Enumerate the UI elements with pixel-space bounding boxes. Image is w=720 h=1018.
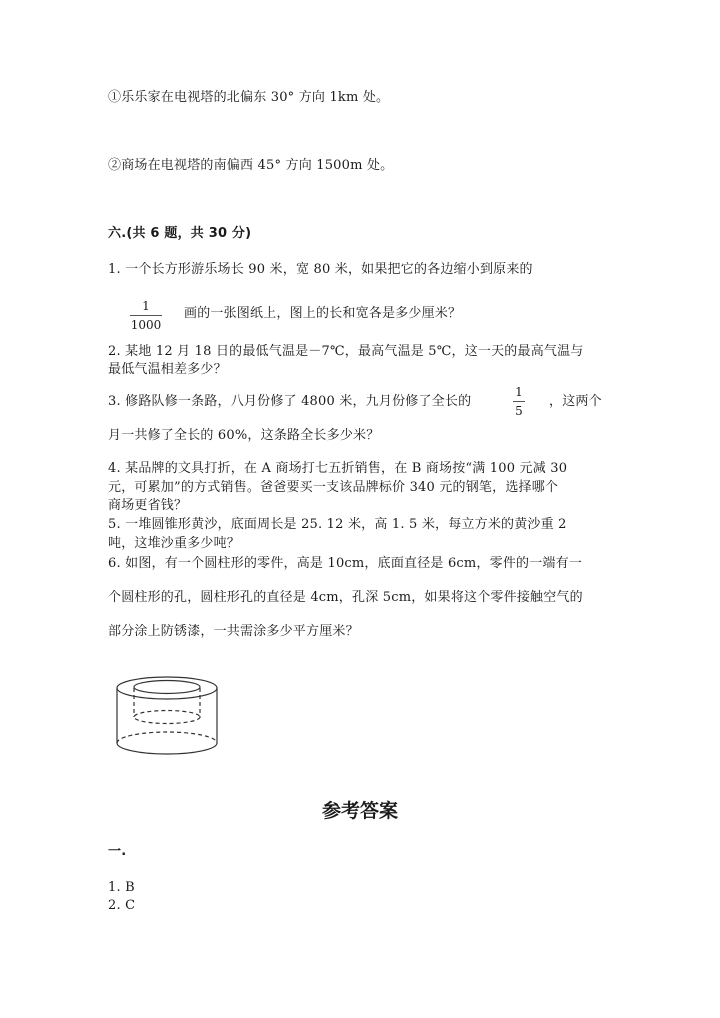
q2-line-1: 2. 某地 12 月 18 日的最低气温是－7℃，最高气温是 5℃，这一天的最高气温与 [108, 344, 584, 359]
item-1: ①乐乐家在电视塔的北偏东 30° 方向 1km 处。 [108, 90, 390, 105]
q3-fraction-denominator: 5 [515, 404, 523, 418]
q1-fraction-numerator: 1 [142, 299, 150, 313]
q3-line-1b: ，这两个 [549, 394, 602, 409]
outer-bottom-back [117, 732, 217, 743]
q6-line-1: 6. 如图，有一个圆柱形的零件，高是 10cm，底面直径是 6cm，零件的一端有一 [108, 556, 583, 571]
answers-heading: 参考答案 [321, 800, 398, 822]
q5-line-1: 5. 一堆圆锥形黄沙，底面周长是 25. 12 米，高 1. 5 米，每立方米的黄沙重 2 [108, 517, 567, 532]
fraction-bar [130, 315, 162, 316]
q3-fraction [513, 385, 525, 418]
q5-line-2: 吨，这堆沙重多少吨？ [108, 536, 241, 551]
q1-line-2: 画的一张图纸上，图上的长和宽各是多少厘米？ [184, 306, 462, 321]
q3-line-2: 月一共修了全长的 60%，这条路全长多少米？ [108, 428, 380, 443]
q1-fraction [130, 299, 162, 332]
q4-line-3: 商场更省钱？ [108, 498, 188, 513]
q3-fraction-numerator: 1 [515, 385, 523, 399]
answers-section-1: 一. [108, 844, 127, 859]
hole-top-ellipse [134, 681, 200, 694]
q4-line-2: 元，可累加”的方式销售。爸爸要买一支该品牌标价 340 元的钢笔，选择哪个 [108, 480, 559, 495]
q1-fraction-denominator: 1000 [130, 318, 162, 332]
cylinder-diagram [104, 670, 234, 766]
section-6-title: 六.(共 6 题，共 30 分) [108, 226, 252, 241]
q6-line-3: 部分涂上防锈漆，一共需涂多少平方厘米？ [108, 624, 359, 639]
q1-line-1: 1. 一个长方形游乐场长 90 米，宽 80 米，如果把它的各边缩小到原来的 [108, 262, 533, 277]
answer-2: 2. C [108, 898, 136, 913]
q3-line-1a: 3. 修路队修一条路，八月份修了 4800 米，九月份修了全长的 [108, 394, 472, 409]
answer-1: 1. B [108, 880, 135, 895]
outer-bottom-front [117, 743, 217, 754]
item-2: ②商场在电视塔的南偏西 45° 方向 1500m 处。 [108, 158, 394, 173]
hole-bottom-ellipse [134, 711, 200, 724]
q4-line-1: 4. 某品牌的文具打折，在 A 商场打七五折销售，在 B 商场按“满 100 元减 30 [108, 461, 568, 476]
q6-line-2: 个圆柱形的孔，圆柱形孔的直径是 4cm，孔深 5cm，如果将这个零件接触空气的 [108, 590, 583, 605]
fraction-bar [513, 401, 525, 402]
q2-line-2: 最低气温相差多少？ [108, 362, 227, 377]
